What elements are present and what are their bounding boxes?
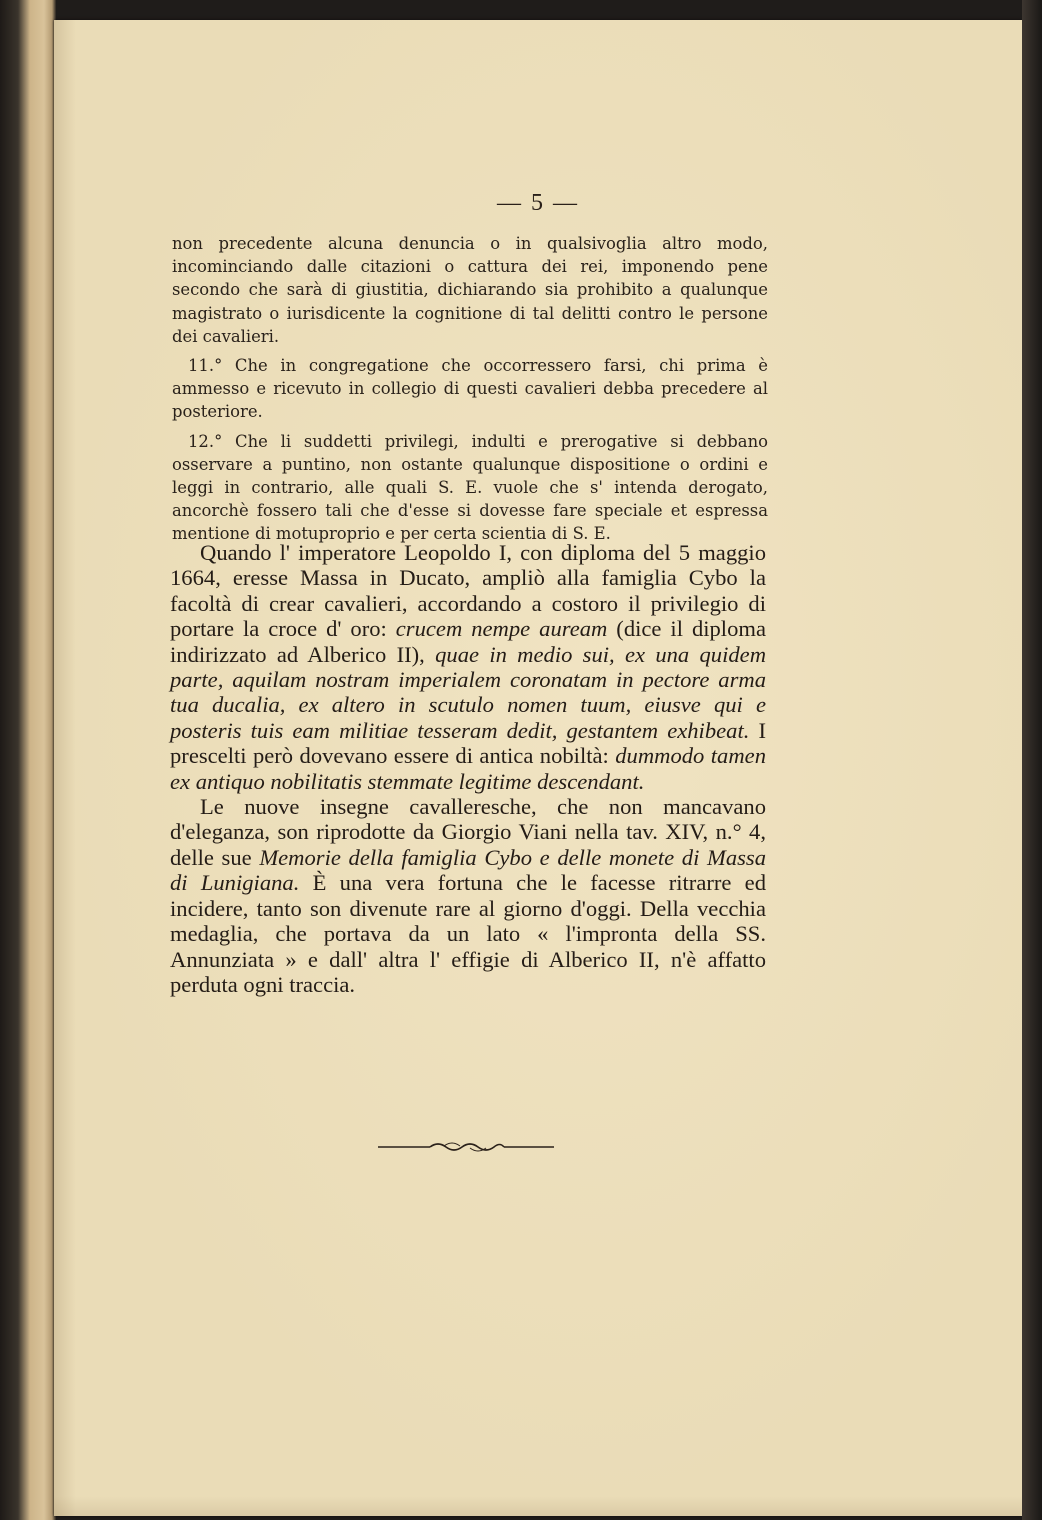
privilege-list (172, 232, 768, 546)
privilege-11: 11.° Che in congregatione che occorressero farsi, chi prima è ammesso e ricevuto in collegio di questi cavalieri debba precedere al posteriore. (172, 356, 768, 422)
text-span: È una vera fortuna che le facesse ritrarre ed incidere, tanto son divenute rare al giorno d'oggi. Della vecchia medaglia, che portava da un lato « l'impronta della SS. Annunziata » e dall' altra l' effigie di Alberico II, n'è affatto perduta ogni traccia. (170, 870, 766, 997)
page-number: — 5 — (497, 190, 579, 216)
end-ornament-icon (378, 1136, 554, 1156)
paragraph-insegne (170, 794, 766, 997)
privilege-continuation: non precedente alcuna denuncia o in qualsivoglia altro modo, incominciando dalle citazioni o cattura dei rei, imponendo pene secondo che sarà di giustitia, dichiarando sia prohibito a qualunque magistrato o iurisdicente la cognitione di tal delitti contro le persone dei cavalieri. (172, 234, 768, 346)
book-title: Memorie della famiglia Cybo e delle monete di Massa di Lunigiana. (170, 844, 767, 896)
previous-page-edge (0, 0, 56, 1520)
text-span: Le nuove insegne cavalleresche, che non mancavano d'eleganza, son riprodotte da Giorgio Viani nella tav. XIV, n.° 4, delle sue (170, 794, 766, 870)
book-page (54, 20, 1022, 1516)
privilege-12: 12.° Che li suddetti privilegi, indulti e prerogative si debbano osservare a puntino, non ostante qualunque dispositione o ordini e leggi in contrario, alle quali S. E. vuole che s' intenda derogato, ancorchè fossero tali che d'esse si dovesse fare speciale et espressa mentione di motuproprio e per certa scientia di S. E. (172, 431, 768, 544)
latin-quote: quae in medio sui, ex una quidem parte, aquilam nostram imperialem coronatam in pectore arma tua ducalia, ex altero in scutulo nomen tuum, eiusve qui e posteris tuis eam militiae tesseram dedit, gestantem exhibeat. (170, 641, 767, 743)
right-edge-shadow (1022, 0, 1042, 1520)
text-span: I prescelti però dovevano essere di antica nobiltà: (170, 717, 766, 769)
text-span: Quando l' imperatore Leopoldo I, con diploma del 5 maggio 1664, eresse Massa in Ducato, ampliò alla famiglia Cybo la facoltà di crear cavalieri, accordando a costoro il privilegio di portare la croce d' oro: (170, 540, 766, 642)
text-span: (dice il diploma indirizzato ad Alberico II), (170, 616, 766, 667)
latin-quote: crucem nempe auream (395, 616, 608, 642)
main-text (170, 540, 766, 997)
paragraph-leopoldo (170, 540, 766, 794)
latin-quote: dummodo tamen ex antiquo nobilitatis stemmate legitime descendant. (170, 743, 766, 794)
